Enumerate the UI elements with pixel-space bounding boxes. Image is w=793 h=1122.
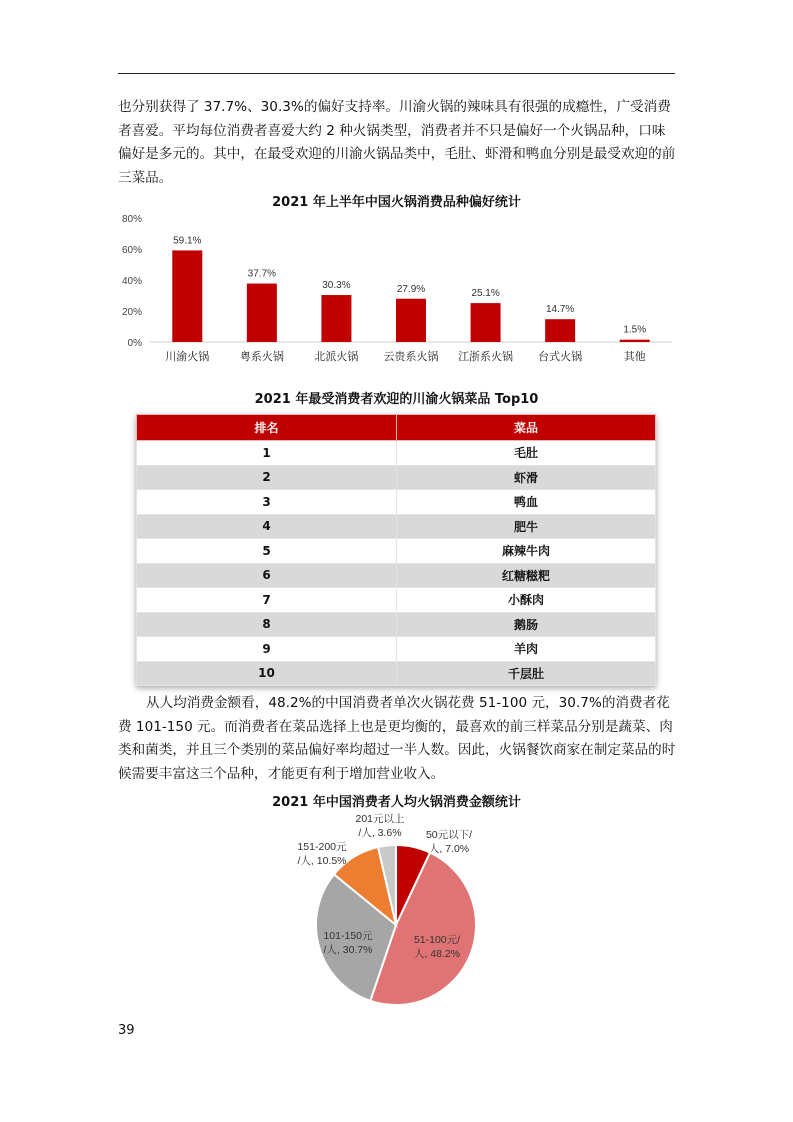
bar-value-label: 1.5% <box>623 324 647 336</box>
rank-cell: 3 <box>137 490 397 515</box>
pie-label: 50元以下/ <box>425 829 473 841</box>
table-header-rank: 排名 <box>137 415 397 441</box>
table-row <box>137 637 656 662</box>
page-number: 39 <box>118 1023 135 1038</box>
x-tick-label: 粤系火锅 <box>239 351 284 363</box>
table-header-dish: 菜品 <box>397 415 656 441</box>
pie-label: 101-150元 <box>323 930 373 942</box>
y-tick-label: 20% <box>121 307 142 318</box>
bar <box>396 299 426 342</box>
rank-cell: 2 <box>137 465 397 490</box>
dish-cell: 虾滑 <box>397 465 656 490</box>
bar-value-label: 59.1% <box>173 235 202 247</box>
bar <box>471 303 501 342</box>
pie-label: 人, 48.2% <box>413 948 461 960</box>
table-row <box>137 588 656 613</box>
rank-cell: 8 <box>137 612 397 637</box>
paragraph-intro: 也分别获得了 37.7%、30.3%的偏好支持率。川渝火锅的辣味具有很强的成瘾性，广受消费者喜爱。平均每位消费者喜爱大约 2 种火锅类型，消费者并不只是偏好一个火锅品种，口味偏好是多元的。其中，在最受欢迎的川渝火锅品类中，毛肚、虾滑和鸭血分别是最受欢迎的前三菜品。 <box>118 99 676 186</box>
rank-cell: 10 <box>137 661 397 686</box>
rank-cell: 7 <box>137 588 397 613</box>
pie-label: 151-200元 <box>297 841 347 853</box>
y-tick-label: 40% <box>121 276 142 287</box>
table-row <box>137 490 656 515</box>
pie-label: 51-100元/ <box>413 934 461 946</box>
paragraph-spending: 从人均消费金额看，48.2%的中国消费者单次火锅花费 51-100 元，30.7%的消费者花费 101-150 元。而消费者在菜品选择上也是更均衡的，最喜欢的前三样菜品分别是蔬菜、肉类和菌类，并且三个类别的菜品偏好率均超过一半人数。因此，火锅餐饮商家在制定菜品的时候需要丰富这三个品种，才能更有利于增加营业收入。 <box>118 695 676 782</box>
bar-value-label: 30.3% <box>322 280 351 292</box>
dish-cell: 红糖糍粑 <box>397 563 656 588</box>
rank-cell: 1 <box>137 441 397 466</box>
bar-value-label: 14.7% <box>545 304 575 316</box>
table-row <box>137 661 656 686</box>
table-header-row <box>137 415 656 441</box>
rank-cell: 9 <box>137 637 397 662</box>
pie-label: /人, 10.5% <box>297 855 347 867</box>
pie-label: /人, 3.6% <box>358 827 402 839</box>
pie-label: 人, 7.0% <box>428 843 470 855</box>
table-row <box>137 514 656 539</box>
table-row <box>137 539 656 564</box>
bar <box>247 284 277 342</box>
table-title: 2021 年最受消费者欢迎的川渝火锅菜品 Top10 <box>254 392 539 407</box>
rank-cell: 5 <box>137 539 397 564</box>
table-row <box>137 563 656 588</box>
bar-value-label: 27.9% <box>396 283 426 295</box>
dish-cell: 千层肚 <box>397 661 656 686</box>
bar-chart <box>0 206 793 366</box>
rank-cell: 4 <box>137 514 397 539</box>
dish-cell: 毛肚 <box>397 441 656 466</box>
bar-value-label: 25.1% <box>471 288 500 300</box>
header-rule <box>118 73 675 74</box>
bar <box>620 340 650 342</box>
dish-cell: 羊肉 <box>397 637 656 662</box>
table-row <box>137 441 656 466</box>
bar <box>545 319 575 342</box>
dish-cell: 鹅肠 <box>397 612 656 637</box>
dish-cell: 小酥肉 <box>397 588 656 613</box>
rank-cell: 6 <box>137 563 397 588</box>
bar <box>172 250 202 342</box>
bar <box>321 295 351 342</box>
x-tick-label: 川渝火锅 <box>165 351 210 363</box>
pie-label: 201元以上 <box>355 813 405 825</box>
dish-cell: 肥牛 <box>397 514 656 539</box>
y-tick-label: 0% <box>127 338 142 349</box>
x-tick-label: 其他 <box>623 351 646 363</box>
y-tick-label: 60% <box>121 245 142 256</box>
table-row <box>137 612 656 637</box>
x-tick-label: 云贵系火锅 <box>383 351 439 363</box>
y-tick-label: 80% <box>121 214 142 225</box>
top10-table <box>136 414 656 686</box>
pie-label: /人, 30.7% <box>323 944 373 956</box>
bar-chart-title: 2021 年上半年中国火锅消费品种偏好统计 <box>272 195 521 210</box>
pie-chart <box>0 808 793 1008</box>
x-tick-label: 江浙系火锅 <box>458 351 514 363</box>
x-tick-label: 北派火锅 <box>314 351 359 363</box>
dish-cell: 鸭血 <box>397 490 656 515</box>
dish-cell: 麻辣牛肉 <box>397 539 656 564</box>
pie-chart-title: 2021 年中国消费者人均火锅消费金额统计 <box>272 795 521 810</box>
bar-value-label: 37.7% <box>247 268 277 280</box>
x-tick-label: 台式火锅 <box>538 351 583 363</box>
table-row <box>137 465 656 490</box>
